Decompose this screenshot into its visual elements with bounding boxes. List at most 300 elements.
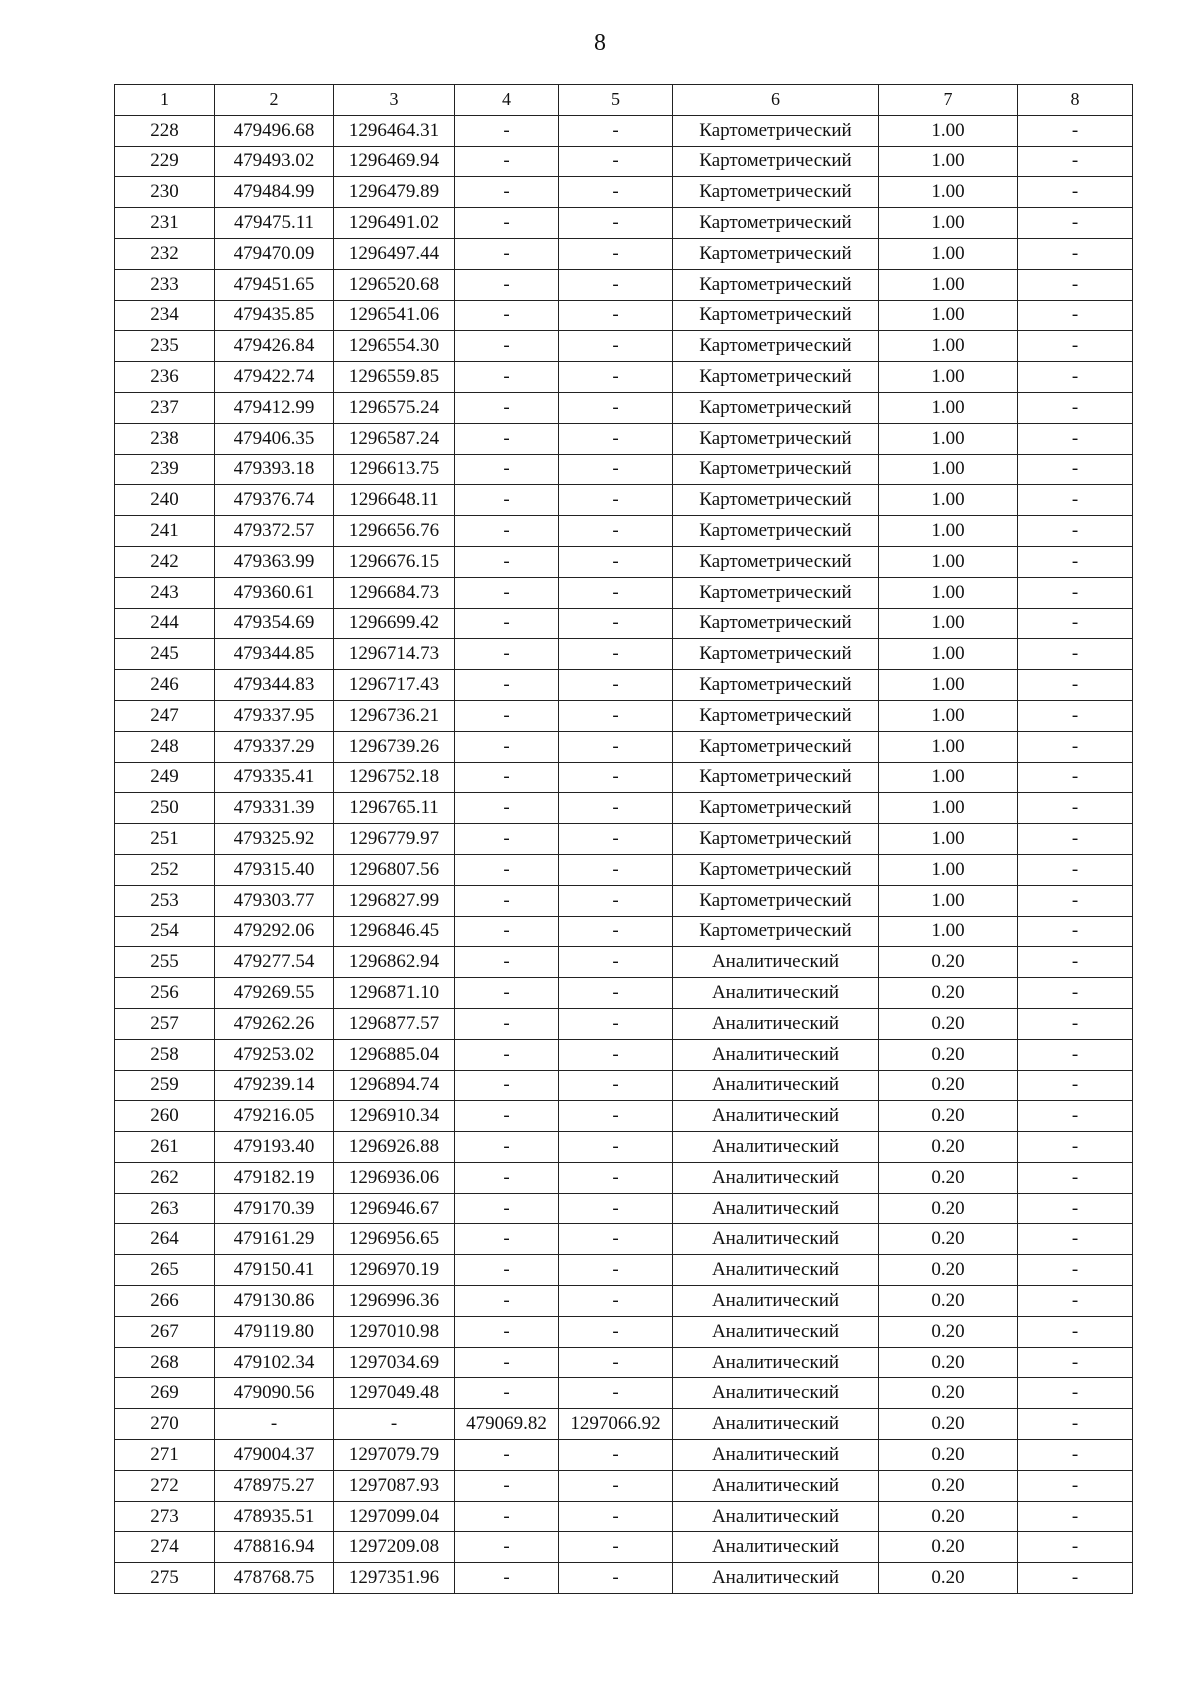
table-cell: 479277.54 [215, 947, 334, 978]
table-cell: Картометрический [673, 269, 879, 300]
table-cell: - [455, 916, 559, 947]
table-cell: 1296936.06 [334, 1162, 455, 1193]
table-cell: 1297351.96 [334, 1563, 455, 1594]
table-cell: - [1018, 947, 1133, 978]
table-cell: - [559, 454, 673, 485]
table-row [115, 423, 1133, 454]
table-cell: 479470.09 [215, 238, 334, 269]
table-cell: - [559, 331, 673, 362]
table-cell: - [455, 1501, 559, 1532]
table-cell: - [1018, 331, 1133, 362]
table-cell: - [1018, 1501, 1133, 1532]
table-cell: 1.00 [879, 208, 1018, 239]
table-cell: 479216.05 [215, 1101, 334, 1132]
table-cell: 479493.02 [215, 146, 334, 177]
table-cell: - [455, 577, 559, 608]
table-cell: 0.20 [879, 1193, 1018, 1224]
table-cell: - [455, 1162, 559, 1193]
table-cell: 1296464.31 [334, 115, 455, 146]
table-row [115, 362, 1133, 393]
table-cell: 1297010.98 [334, 1316, 455, 1347]
table-cell: 242 [115, 546, 215, 577]
table-cell: 478975.27 [215, 1470, 334, 1501]
table-cell: - [1018, 269, 1133, 300]
table-cell: Аналитический [673, 1470, 879, 1501]
table-cell: Аналитический [673, 1347, 879, 1378]
table-cell: 478768.75 [215, 1563, 334, 1594]
table-row [115, 1316, 1133, 1347]
table-cell: Аналитический [673, 1070, 879, 1101]
table-cell: 1297034.69 [334, 1347, 455, 1378]
table-cell: 1.00 [879, 485, 1018, 516]
table-cell: 1296491.02 [334, 208, 455, 239]
table-cell: - [1018, 639, 1133, 670]
table-cell: - [455, 700, 559, 731]
table-cell: - [559, 1039, 673, 1070]
table-cell: - [1018, 1286, 1133, 1317]
table-cell: 1296479.89 [334, 177, 455, 208]
table-cell: - [1018, 793, 1133, 824]
table-cell: 243 [115, 577, 215, 608]
table-cell: 228 [115, 115, 215, 146]
table-cell: 0.20 [879, 1409, 1018, 1440]
table-cell: 479337.95 [215, 700, 334, 731]
table-cell: 273 [115, 1501, 215, 1532]
table-cell: - [559, 577, 673, 608]
table-cell: - [455, 300, 559, 331]
table-cell: - [559, 762, 673, 793]
table-cell: 233 [115, 269, 215, 300]
table-cell: 1.00 [879, 454, 1018, 485]
table-body [115, 115, 1133, 1593]
table-cell: 1296739.26 [334, 731, 455, 762]
table-cell: Картометрический [673, 423, 879, 454]
table-row [115, 1409, 1133, 1440]
table-cell: - [455, 762, 559, 793]
table-cell: - [559, 1470, 673, 1501]
table-cell: - [455, 824, 559, 855]
table-cell: Картометрический [673, 824, 879, 855]
table-cell: 272 [115, 1470, 215, 1501]
table-cell: 0.20 [879, 1162, 1018, 1193]
table-cell: - [559, 1501, 673, 1532]
table-cell: - [455, 208, 559, 239]
table-cell: - [455, 1532, 559, 1563]
table-cell: 0.20 [879, 1101, 1018, 1132]
table-cell: 1296541.06 [334, 300, 455, 331]
table-cell: 1296996.36 [334, 1286, 455, 1317]
table-cell: 1.00 [879, 115, 1018, 146]
table-row [115, 916, 1133, 947]
table-cell: - [455, 485, 559, 516]
table-cell: - [455, 854, 559, 885]
table-cell: - [1018, 362, 1133, 393]
table-cell: - [559, 392, 673, 423]
table-cell: 479422.74 [215, 362, 334, 393]
table-cell: - [1018, 1470, 1133, 1501]
table-cell: Картометрический [673, 146, 879, 177]
table-cell: - [455, 1255, 559, 1286]
table-cell: 1.00 [879, 516, 1018, 547]
table-cell: Аналитический [673, 1532, 879, 1563]
table-cell: - [559, 639, 673, 670]
table-cell: - [1018, 146, 1133, 177]
table-cell: 1.00 [879, 300, 1018, 331]
table-cell: - [455, 1563, 559, 1594]
table-cell: - [559, 1162, 673, 1193]
table-cell: Аналитический [673, 947, 879, 978]
table-cell: 250 [115, 793, 215, 824]
table-cell: - [559, 238, 673, 269]
table-cell: 255 [115, 947, 215, 978]
table-cell: 1296846.45 [334, 916, 455, 947]
table-cell: - [1018, 1440, 1133, 1471]
table-cell: - [455, 1132, 559, 1163]
table-cell: - [1018, 300, 1133, 331]
table-cell: 1296956.65 [334, 1224, 455, 1255]
table-cell: 1.00 [879, 670, 1018, 701]
table-cell: 1296714.73 [334, 639, 455, 670]
table-cell: Картометрический [673, 454, 879, 485]
column-header-5: 5 [559, 85, 673, 116]
table-cell: 479475.11 [215, 208, 334, 239]
table-cell: - [559, 423, 673, 454]
table-cell: Картометрический [673, 639, 879, 670]
table-cell: Картометрический [673, 516, 879, 547]
table-row [115, 269, 1133, 300]
table-cell: 1296736.21 [334, 700, 455, 731]
table-cell: 1.00 [879, 423, 1018, 454]
table-cell: 257 [115, 1008, 215, 1039]
table-row [115, 1070, 1133, 1101]
table-cell: 269 [115, 1378, 215, 1409]
table-cell: 253 [115, 885, 215, 916]
table-cell: 479239.14 [215, 1070, 334, 1101]
table-row [115, 1347, 1133, 1378]
table-cell: - [559, 485, 673, 516]
table-cell: - [1018, 1347, 1133, 1378]
table-cell: 1296469.94 [334, 146, 455, 177]
table-cell: 479269.55 [215, 978, 334, 1009]
table-row [115, 208, 1133, 239]
table-cell: 248 [115, 731, 215, 762]
table-cell: 479331.39 [215, 793, 334, 824]
table-cell: 266 [115, 1286, 215, 1317]
table-cell: - [1018, 516, 1133, 547]
table-cell: 1296877.57 [334, 1008, 455, 1039]
table-cell: - [559, 208, 673, 239]
table-cell: - [559, 824, 673, 855]
table-cell: 0.20 [879, 1316, 1018, 1347]
table-cell: 274 [115, 1532, 215, 1563]
table-cell: 251 [115, 824, 215, 855]
table-cell: Картометрический [673, 793, 879, 824]
table-cell: - [559, 1316, 673, 1347]
table-row [115, 978, 1133, 1009]
table-cell: - [215, 1409, 334, 1440]
table-cell: 256 [115, 978, 215, 1009]
table-cell: - [1018, 731, 1133, 762]
table-cell: 0.20 [879, 1440, 1018, 1471]
table-cell: Аналитический [673, 978, 879, 1009]
table-row [115, 1101, 1133, 1132]
table-row [115, 1532, 1133, 1563]
table-cell: - [559, 362, 673, 393]
table-cell: - [334, 1409, 455, 1440]
table-cell: - [455, 454, 559, 485]
table-cell: 240 [115, 485, 215, 516]
table-cell: Аналитический [673, 1316, 879, 1347]
table-cell: 479426.84 [215, 331, 334, 362]
table-row [115, 177, 1133, 208]
table-cell: 479130.86 [215, 1286, 334, 1317]
table-cell: 479161.29 [215, 1224, 334, 1255]
table-cell: - [455, 1440, 559, 1471]
table-cell: Картометрический [673, 331, 879, 362]
table-cell: - [1018, 577, 1133, 608]
table-cell: - [559, 546, 673, 577]
table-cell: Аналитический [673, 1008, 879, 1039]
table-cell: 0.20 [879, 1286, 1018, 1317]
table-row [115, 454, 1133, 485]
table-cell: 1.00 [879, 639, 1018, 670]
table-cell: - [559, 1070, 673, 1101]
table-cell: 244 [115, 608, 215, 639]
table-row [115, 608, 1133, 639]
table-cell: 0.20 [879, 1378, 1018, 1409]
table-cell: 1.00 [879, 269, 1018, 300]
table-row [115, 731, 1133, 762]
table-cell: 1296575.24 [334, 392, 455, 423]
table-row [115, 1132, 1133, 1163]
table-cell: - [1018, 1409, 1133, 1440]
table-cell: - [1018, 238, 1133, 269]
table-cell: 479150.41 [215, 1255, 334, 1286]
table-cell: 479412.99 [215, 392, 334, 423]
table-cell: - [559, 1532, 673, 1563]
table-cell: 247 [115, 700, 215, 731]
table-row [115, 824, 1133, 855]
table-cell: Картометрический [673, 208, 879, 239]
table-cell: 479253.02 [215, 1039, 334, 1070]
table-cell: - [455, 115, 559, 146]
table-cell: - [455, 238, 559, 269]
table-row [115, 300, 1133, 331]
table-cell: 252 [115, 854, 215, 885]
table-cell: Картометрический [673, 731, 879, 762]
table-cell: - [559, 670, 673, 701]
table-cell: 479262.26 [215, 1008, 334, 1039]
table-cell: - [1018, 824, 1133, 855]
table-row [115, 485, 1133, 516]
table-cell: - [559, 731, 673, 762]
table-cell: Картометрический [673, 115, 879, 146]
table-cell: Картометрический [673, 885, 879, 916]
table-cell: - [1018, 1008, 1133, 1039]
table-cell: Аналитический [673, 1255, 879, 1286]
table-cell: Аналитический [673, 1409, 879, 1440]
table-cell: 259 [115, 1070, 215, 1101]
table-cell: - [559, 516, 673, 547]
table-cell: 1296779.97 [334, 824, 455, 855]
table-cell: 275 [115, 1563, 215, 1594]
table-cell: 268 [115, 1347, 215, 1378]
table-cell: - [559, 1255, 673, 1286]
table-cell: 1296946.67 [334, 1193, 455, 1224]
table-cell: 1296970.19 [334, 1255, 455, 1286]
table-cell: - [1018, 700, 1133, 731]
table-cell: 1.00 [879, 700, 1018, 731]
table-cell: 232 [115, 238, 215, 269]
table-cell: 479406.35 [215, 423, 334, 454]
table-cell: Картометрический [673, 608, 879, 639]
table-cell: 1296559.85 [334, 362, 455, 393]
page-number: 8 [594, 30, 606, 56]
table-cell: Картометрический [673, 577, 879, 608]
table-cell: - [455, 1378, 559, 1409]
table-cell: Картометрический [673, 762, 879, 793]
table-cell: 479090.56 [215, 1378, 334, 1409]
table-cell: Аналитический [673, 1101, 879, 1132]
table-cell: Картометрический [673, 177, 879, 208]
table-cell: 479337.29 [215, 731, 334, 762]
table-cell: - [1018, 1070, 1133, 1101]
table-cell: 479170.39 [215, 1193, 334, 1224]
table-cell: - [455, 392, 559, 423]
table-cell: - [1018, 854, 1133, 885]
table-cell: Аналитический [673, 1162, 879, 1193]
table-cell: - [559, 1101, 673, 1132]
table-cell: 271 [115, 1440, 215, 1471]
table-cell: 479435.85 [215, 300, 334, 331]
table-cell: 1296752.18 [334, 762, 455, 793]
table-cell: 1.00 [879, 885, 1018, 916]
column-header-4: 4 [455, 85, 559, 116]
table-cell: 0.20 [879, 1563, 1018, 1594]
table-cell: 1297066.92 [559, 1409, 673, 1440]
table-cell: 479393.18 [215, 454, 334, 485]
table-row [115, 1440, 1133, 1471]
table-cell: - [559, 1440, 673, 1471]
table-cell: 1296554.30 [334, 331, 455, 362]
table-row [115, 238, 1133, 269]
table-cell: - [1018, 1162, 1133, 1193]
table-cell: 1297079.79 [334, 1440, 455, 1471]
table-cell: - [1018, 1132, 1133, 1163]
table-cell: - [1018, 208, 1133, 239]
table-cell: - [1018, 1563, 1133, 1594]
table-row [115, 1008, 1133, 1039]
table-cell: 265 [115, 1255, 215, 1286]
table-cell: 249 [115, 762, 215, 793]
column-header-7: 7 [879, 85, 1018, 116]
table-row [115, 1470, 1133, 1501]
table-cell: 479182.19 [215, 1162, 334, 1193]
table-cell: - [455, 146, 559, 177]
table-cell: Аналитический [673, 1286, 879, 1317]
table-cell: - [455, 1347, 559, 1378]
table-cell: Картометрический [673, 362, 879, 393]
table-cell: - [1018, 1193, 1133, 1224]
table-cell: - [1018, 670, 1133, 701]
table-cell: 267 [115, 1316, 215, 1347]
table-cell: - [1018, 115, 1133, 146]
table-cell: - [455, 516, 559, 547]
table-cell: - [559, 916, 673, 947]
table-cell: - [455, 1039, 559, 1070]
table-cell: 1297049.48 [334, 1378, 455, 1409]
table-cell: - [1018, 1316, 1133, 1347]
table-cell: - [1018, 916, 1133, 947]
table-cell: 1296894.74 [334, 1070, 455, 1101]
table-cell: Картометрический [673, 546, 879, 577]
table-cell: - [455, 1008, 559, 1039]
table-cell: 479376.74 [215, 485, 334, 516]
table-cell: Аналитический [673, 1039, 879, 1070]
table-cell: - [455, 1224, 559, 1255]
table-cell: 239 [115, 454, 215, 485]
table-cell: 1.00 [879, 238, 1018, 269]
table-cell: - [559, 978, 673, 1009]
table-cell: - [455, 1070, 559, 1101]
table-cell: 0.20 [879, 1470, 1018, 1501]
table-cell: 479363.99 [215, 546, 334, 577]
table-cell: - [1018, 762, 1133, 793]
table-cell: 0.20 [879, 1132, 1018, 1163]
table-cell: 229 [115, 146, 215, 177]
table-cell: - [1018, 1255, 1133, 1286]
table-cell: - [455, 947, 559, 978]
table-cell: 479360.61 [215, 577, 334, 608]
table-cell: 1.00 [879, 731, 1018, 762]
table-cell: - [1018, 485, 1133, 516]
table-cell: 270 [115, 1409, 215, 1440]
table-cell: 1297099.04 [334, 1501, 455, 1532]
table-cell: 1296885.04 [334, 1039, 455, 1070]
table-cell: 1296765.11 [334, 793, 455, 824]
table-cell: 1.00 [879, 331, 1018, 362]
table-cell: 0.20 [879, 1501, 1018, 1532]
table-cell: 478816.94 [215, 1532, 334, 1563]
table-row [115, 1193, 1133, 1224]
table-cell: 234 [115, 300, 215, 331]
table-cell: - [455, 1101, 559, 1132]
table-cell: 263 [115, 1193, 215, 1224]
column-header-1: 1 [115, 85, 215, 116]
table-cell: Аналитический [673, 1378, 879, 1409]
table-cell: 1.00 [879, 546, 1018, 577]
table-cell: 1296497.44 [334, 238, 455, 269]
table-cell: 1.00 [879, 854, 1018, 885]
table-cell: 479102.34 [215, 1347, 334, 1378]
table-cell: - [559, 793, 673, 824]
table-cell: 1297209.08 [334, 1532, 455, 1563]
table-cell: Аналитический [673, 1563, 879, 1594]
table-cell: 0.20 [879, 978, 1018, 1009]
table-cell: 235 [115, 331, 215, 362]
table-cell: 1296520.68 [334, 269, 455, 300]
table-cell: 1.00 [879, 146, 1018, 177]
table-cell: Картометрический [673, 238, 879, 269]
table-cell: - [559, 608, 673, 639]
table-cell: - [1018, 1378, 1133, 1409]
table-cell: 1.00 [879, 577, 1018, 608]
table-cell: 479344.83 [215, 670, 334, 701]
table-row [115, 1255, 1133, 1286]
table-cell: - [455, 608, 559, 639]
table-cell: 1296613.75 [334, 454, 455, 485]
table-cell: - [1018, 885, 1133, 916]
